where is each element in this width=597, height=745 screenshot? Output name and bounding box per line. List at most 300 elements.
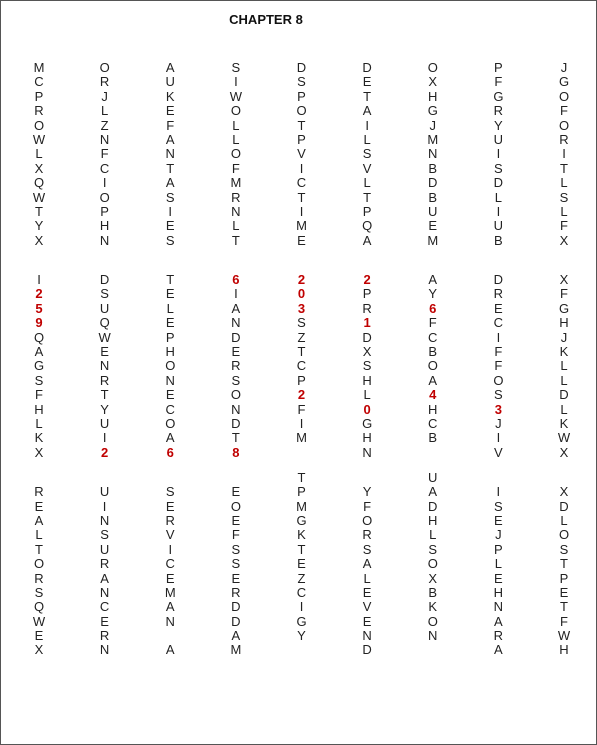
letter-char: X (428, 570, 438, 586)
letter-char: E (362, 613, 372, 629)
letter-char: P (297, 372, 306, 388)
letter-char: T (363, 189, 372, 205)
letter-char: W (557, 628, 571, 644)
letter-char: A (165, 175, 175, 191)
letter-char: O (230, 387, 241, 403)
letter-char: W (557, 430, 571, 446)
letter-char: L (363, 387, 371, 403)
digit-char: 2 (35, 286, 43, 302)
letter-char: B (428, 160, 438, 176)
letter-char: C (296, 584, 307, 600)
letter-char: E (165, 498, 175, 514)
letter-char: H (559, 315, 569, 331)
letter-char: B (428, 189, 438, 205)
letter-char: O (230, 146, 241, 162)
letter-column-6 (347, 61, 387, 721)
letter-char: S (494, 160, 503, 176)
letter-char: Y (34, 218, 44, 234)
letter-char: C (99, 160, 110, 176)
letter-char: H (362, 372, 372, 388)
letter-char: S (428, 541, 438, 557)
letter-char: U (165, 74, 175, 90)
letter-char: S (100, 527, 109, 543)
letter-block (100, 485, 109, 658)
letter-char: U (493, 218, 504, 234)
letter-char: F (560, 218, 568, 234)
letter-char: A (34, 344, 44, 360)
letter-char: D (428, 498, 438, 514)
letter-char: S (231, 60, 241, 75)
letter-block (230, 61, 242, 248)
letter-char: S (559, 541, 569, 557)
letter-char: R (231, 358, 241, 374)
letter-char: A (165, 599, 175, 615)
digit-char: 0 (363, 401, 371, 417)
letter-char: V (494, 444, 503, 460)
letter-char: N (231, 401, 241, 417)
letter-char: F (494, 74, 503, 90)
digit-char: 2 (297, 387, 306, 403)
letter-char: D (231, 329, 241, 345)
letter-char: A (494, 642, 503, 658)
letter-char: X (34, 160, 44, 176)
letter-char: F (560, 103, 568, 119)
letter-char: G (296, 512, 307, 528)
letter-char: O (99, 60, 110, 75)
letter-char: I (234, 74, 238, 90)
letter-char: H (165, 344, 175, 360)
letter-char: U (99, 541, 110, 557)
digit-char: 6 (232, 272, 240, 288)
letter-char: N (99, 358, 110, 374)
letter-char: H (362, 430, 372, 446)
letter-char: L (429, 527, 437, 543)
letter-char: L (363, 570, 371, 586)
letter-char: F (560, 286, 568, 302)
letter-char: E (165, 570, 175, 586)
letter-char: R (231, 189, 241, 205)
letter-char: F (363, 498, 372, 514)
letter-char: T (560, 160, 568, 176)
letter-block (362, 273, 372, 460)
letter-char: X (559, 484, 569, 500)
letter-char: D (231, 415, 241, 431)
letter-char: A (428, 484, 438, 500)
letter-char: I (299, 415, 304, 431)
letter-char: S (100, 286, 109, 302)
letter-char: E (34, 628, 44, 644)
letter-char: L (35, 146, 43, 162)
letter-char: N (362, 444, 372, 460)
letter-char: E (165, 103, 175, 119)
letter-char: D (559, 387, 569, 403)
letter-char: R (231, 584, 241, 600)
letter-char: D (362, 329, 372, 345)
digit-char: 6 (166, 444, 174, 460)
letter-char: B (428, 430, 438, 446)
letter-char: E (362, 584, 372, 600)
letter-block (296, 471, 307, 644)
letter-char: M (296, 430, 307, 446)
letter-char: E (231, 570, 241, 586)
letter-char: N (493, 599, 504, 615)
letter-char: A (428, 272, 438, 288)
letter-char: S (362, 146, 372, 162)
letter-char: M (33, 60, 45, 75)
letter-block (493, 273, 503, 460)
letter-char: N (99, 232, 110, 248)
letter-char: G (362, 415, 373, 431)
letter-char: L (560, 512, 568, 528)
letter-char: M (427, 232, 439, 248)
letter-char: E (34, 498, 44, 514)
letter-char: D (99, 272, 110, 288)
digit-char: 3 (494, 401, 502, 417)
letter-char: P (494, 541, 503, 557)
letter-block (166, 61, 175, 248)
letter-char: P (559, 570, 569, 586)
letter-char: O (230, 103, 241, 119)
letter-char: N (165, 613, 175, 629)
letter-char: F (494, 358, 503, 374)
letter-char: T (297, 189, 306, 205)
letter-char: X (34, 444, 44, 460)
letter-char: Y (362, 484, 372, 500)
letter-char: H (428, 88, 438, 104)
page-title: CHAPTER 8 (229, 12, 303, 27)
letter-char: H (493, 584, 504, 600)
letter-char: A (165, 430, 175, 446)
letter-char: E (297, 232, 306, 248)
letter-char: S (494, 387, 503, 403)
letter-char: E (100, 613, 109, 629)
letter-char: C (99, 599, 110, 615)
letter-char: L (560, 203, 568, 219)
letter-char: L (232, 117, 240, 133)
letter-char: A (165, 60, 175, 75)
digit-char: 0 (297, 286, 306, 302)
letter-char: F (494, 344, 503, 360)
letter-char: L (35, 527, 43, 543)
letter-block (33, 61, 45, 248)
letter-block (33, 485, 45, 658)
letter-block (558, 273, 570, 460)
letter-char: D (559, 498, 569, 514)
letter-char: I (562, 146, 566, 162)
digit-char: 8 (232, 444, 240, 460)
letter-char: L (363, 175, 371, 191)
letter-char: F (100, 146, 109, 162)
letter-char: P (100, 203, 109, 219)
letter-char: H (99, 218, 110, 234)
letter-char: I (496, 203, 501, 219)
letter-char: D (362, 642, 372, 658)
letter-char: U (428, 469, 438, 485)
letter-char: N (362, 628, 372, 644)
letter-char: N (165, 372, 175, 388)
letter-char: I (168, 541, 173, 557)
letter-char: F (231, 160, 240, 176)
letter-char: R (99, 628, 110, 644)
letter-char: Z (297, 329, 306, 345)
letter-char: L (560, 175, 568, 191)
letter-char: A (165, 131, 175, 147)
letter-char: Q (99, 315, 110, 331)
letter-char: S (494, 498, 503, 514)
letter-char: C (296, 358, 307, 374)
letter-char: J (495, 527, 502, 543)
letter-char: K (165, 88, 175, 104)
letter-char: B (494, 232, 503, 248)
letter-char: Y (494, 117, 503, 133)
letter-char: W (32, 131, 46, 147)
letter-char: X (34, 232, 44, 248)
letter-block (100, 61, 110, 248)
letter-char: O (362, 512, 373, 528)
letter-char: X (362, 344, 372, 360)
letter-char: E (231, 484, 241, 500)
letter-char: O (427, 556, 438, 572)
letter-char: E (231, 344, 241, 360)
letter-char: T (297, 344, 306, 360)
letter-char (168, 629, 172, 643)
letter-char: D (231, 599, 241, 615)
digit-char: 2 (363, 272, 371, 288)
letter-char: F (231, 527, 240, 543)
letter-char: T (35, 203, 43, 219)
letter-char: M (296, 218, 307, 234)
letter-block (558, 485, 570, 658)
letter-char: T (35, 541, 43, 557)
letter-char: A (494, 613, 503, 629)
letter-char: C (428, 329, 438, 345)
letter-char: G (493, 88, 504, 104)
letter-char: T (166, 160, 175, 176)
letter-char: I (102, 498, 107, 514)
letter-grid (19, 61, 584, 721)
letter-char: I (102, 175, 107, 191)
letter-char: P (297, 131, 306, 147)
letter-char: L (494, 189, 502, 205)
letter-char: Q (33, 329, 45, 345)
letter-char: R (34, 103, 44, 119)
letter-char: R (99, 74, 110, 90)
letter-char: S (297, 315, 306, 331)
letter-char: A (100, 570, 109, 586)
letter-char: R (493, 286, 504, 302)
digit-char: 1 (363, 315, 371, 331)
letter-char: Y (100, 401, 109, 417)
letter-char: J (495, 415, 502, 431)
letter-char: K (428, 599, 438, 615)
letter-char: F (428, 315, 437, 331)
letter-char: T (297, 541, 306, 557)
letter-char: S (297, 74, 306, 90)
letter-char: T (297, 117, 306, 133)
letter-char: F (560, 613, 568, 629)
letter-char: E (165, 387, 175, 403)
letter-char: E (165, 218, 175, 234)
letter-column-7 (413, 61, 453, 721)
letter-char: I (496, 329, 501, 345)
letter-char: D (493, 272, 504, 288)
letter-char: I (102, 430, 107, 446)
letter-char: M (230, 642, 242, 658)
digit-char: 3 (297, 300, 306, 316)
letter-char: R (493, 103, 504, 119)
letter-column-1 (19, 61, 59, 721)
letter-char: I (365, 117, 369, 133)
letter-char: E (362, 74, 372, 90)
letter-char: A (165, 642, 175, 658)
letter-char: A (362, 103, 372, 119)
letter-char: C (165, 556, 175, 572)
letter-char: D (428, 175, 438, 191)
letter-char: A (362, 232, 372, 248)
letter-char: U (99, 415, 110, 431)
letter-char: R (34, 484, 44, 500)
letter-char: S (362, 358, 372, 374)
letter-char: T (231, 232, 240, 248)
letter-char: X (428, 74, 438, 90)
letter-char: S (34, 584, 44, 600)
letter-char: L (363, 131, 371, 147)
letter-block (231, 273, 241, 460)
letter-char: T (166, 272, 175, 288)
letter-char: T (560, 599, 568, 615)
letter-char: S (165, 189, 175, 205)
letter-char: E (165, 315, 175, 331)
letter-block (428, 273, 438, 446)
letter-char: Q (362, 218, 373, 234)
letter-char: U (493, 131, 504, 147)
letter-char: O (230, 498, 241, 514)
letter-char: O (165, 415, 176, 431)
letter-char: O (296, 103, 307, 119)
digit-char: 9 (35, 315, 43, 331)
letter-char: L (232, 131, 240, 147)
letter-char: A (428, 372, 438, 388)
letter-block (362, 61, 372, 248)
letter-char: D (231, 613, 241, 629)
letter-char: X (34, 642, 44, 658)
letter-char: E (297, 556, 306, 572)
letter-char: K (297, 527, 306, 543)
letter-char: I (496, 146, 501, 162)
letter-char: U (428, 203, 438, 219)
letter-char: F (297, 401, 306, 417)
letter-char: G (33, 358, 45, 374)
letter-char: N (231, 315, 241, 331)
letter-char: G (296, 613, 307, 629)
letter-char: I (37, 272, 41, 288)
letter-char: S (231, 541, 241, 557)
letter-char: N (231, 203, 241, 219)
letter-char: M (164, 584, 176, 600)
letter-char: E (494, 570, 503, 586)
letter-char: V (165, 527, 175, 543)
letter-char: D (296, 60, 307, 75)
letter-char: C (34, 74, 44, 90)
letter-column-5 (282, 61, 322, 721)
letter-char: O (558, 117, 570, 133)
letter-char: J (560, 60, 568, 75)
letter-char: R (165, 512, 175, 528)
letter-char: F (166, 117, 175, 133)
letter-column-8 (478, 61, 518, 721)
letter-char: G (558, 74, 570, 90)
letter-char: K (34, 430, 44, 446)
letter-char: V (297, 146, 306, 162)
digit-char: 2 (101, 444, 109, 460)
letter-char: O (165, 358, 176, 374)
letter-char: T (100, 387, 109, 403)
letter-char: O (33, 117, 45, 133)
letter-char: H (428, 512, 438, 528)
letter-char: O (427, 358, 438, 374)
letter-char: N (99, 642, 110, 658)
letter-block (493, 61, 503, 248)
letter-char: O (558, 88, 570, 104)
letter-char: S (34, 372, 44, 388)
letter-char: H (34, 401, 44, 417)
letter-char: A (231, 300, 241, 316)
letter-block (559, 61, 569, 248)
letter-char: Z (100, 117, 109, 133)
letter-char: S (559, 189, 569, 205)
letter-char: Q (33, 175, 45, 191)
letter-char: R (34, 570, 44, 586)
letter-char: I (299, 203, 304, 219)
letter-block (98, 273, 110, 460)
letter-char: C (428, 415, 438, 431)
letter-char: O (33, 556, 45, 572)
letter-char: N (428, 146, 438, 162)
letter-char: R (362, 527, 372, 543)
letter-char: L (101, 103, 109, 119)
letter-char: W (32, 613, 46, 629)
letter-char: L (166, 300, 174, 316)
letter-char: W (98, 329, 111, 345)
letter-char: I (299, 160, 304, 176)
letter-char: J (429, 117, 436, 133)
letter-char: E (100, 344, 109, 360)
letter-char: A (231, 628, 241, 644)
letter-char: R (99, 372, 110, 388)
letter-char: K (559, 415, 569, 431)
letter-char: W (32, 189, 46, 205)
letter-char: D (362, 60, 372, 75)
letter-char: G (558, 300, 570, 316)
letter-char: N (99, 131, 110, 147)
letter-char: C (165, 401, 175, 417)
letter-char: P (297, 484, 306, 500)
letter-block (362, 485, 372, 658)
letter-column-2 (85, 61, 125, 721)
letter-char: X (559, 444, 569, 460)
letter-char: O (427, 60, 438, 75)
letter-char: I (299, 599, 304, 615)
letter-char: N (99, 584, 110, 600)
letter-char: M (296, 498, 307, 514)
letter-char: V (362, 160, 372, 176)
letter-char: E (494, 300, 503, 316)
letter-char: M (230, 175, 242, 191)
letter-char: F (35, 387, 43, 403)
letter-char: T (560, 556, 568, 572)
letter-char: T (297, 469, 306, 485)
letter-char: P (362, 286, 372, 302)
